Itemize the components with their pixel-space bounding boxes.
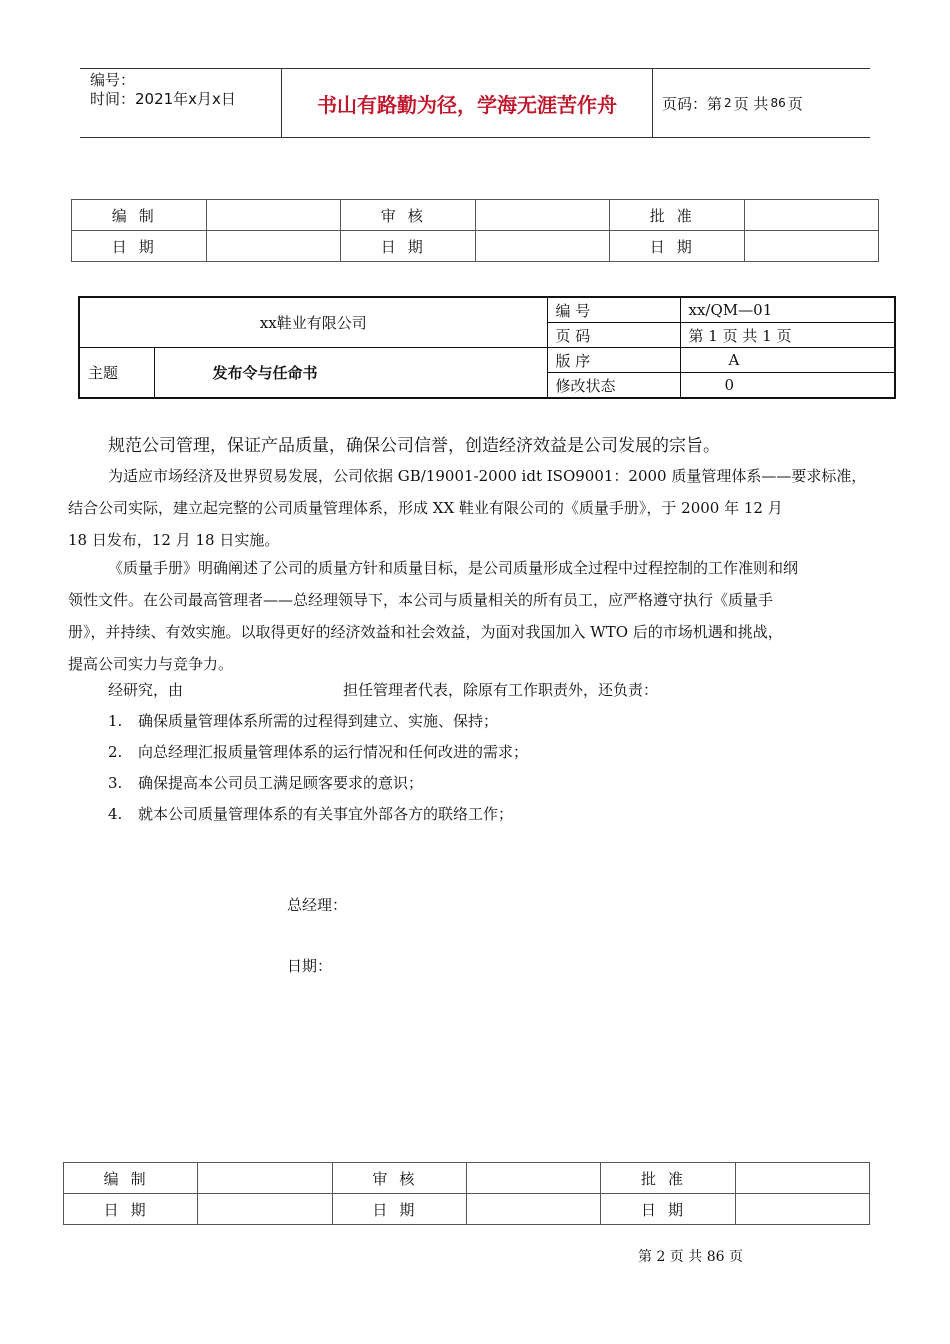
status-value: 0 [680, 373, 895, 399]
table-row [79, 297, 895, 323]
page-footer: 第 2 页 共 86 页 [638, 1249, 743, 1265]
table-cell: 日期 [610, 231, 745, 262]
table-cell: 日期 [601, 1194, 735, 1225]
paragraph-appointment [108, 674, 926, 706]
table-row [79, 348, 895, 373]
page-total: 86 [770, 96, 786, 110]
table-cell[interactable] [206, 231, 341, 262]
table-row [72, 231, 879, 262]
company-name: xx鞋业有限公司 [79, 297, 547, 348]
table-cell: 批准 [610, 200, 745, 231]
table-cell[interactable] [198, 1194, 332, 1225]
table-cell: 编制 [64, 1163, 198, 1194]
subject-value: 发布令与任命书 [154, 348, 547, 399]
text-line: 提高公司实力与竞争力。 [68, 655, 234, 673]
page-header [80, 68, 870, 138]
time-label: 时间：2021年x月x日 [90, 90, 236, 108]
table-cell: 日期 [72, 231, 207, 262]
table-cell: 审核 [332, 1163, 466, 1194]
status-label: 修改状态 [547, 373, 680, 399]
table-cell: 日期 [341, 231, 476, 262]
subject-label: 主题 [79, 348, 154, 399]
paragraph-manual [68, 552, 886, 680]
page-suffix: 页 [787, 94, 803, 113]
page-prefix: 页码：第 [662, 94, 723, 113]
page-mid: 页 共 [733, 94, 769, 113]
table-row [64, 1194, 870, 1225]
table-cell: 批准 [601, 1163, 735, 1194]
number-label: 编号： [90, 71, 136, 89]
table-cell[interactable] [744, 231, 879, 262]
table-row [72, 200, 879, 231]
text-line: 《质量手册》明确阐述了公司的质量方针和质量目标，是公司质量形成全过程中过程控制的工作准则和纲 [108, 559, 799, 577]
text-line: 册》，并持续、有效实施。以取得更好的经济效益和社会效益，为面对我国加入 WTO 后的市场机遇和挑战， [68, 623, 783, 641]
general-manager-signature: 总经理： [287, 896, 348, 914]
table-cell[interactable] [466, 1194, 600, 1225]
header-meta [80, 69, 280, 137]
code-label: 编 号 [547, 297, 680, 323]
table-cell[interactable] [475, 231, 610, 262]
page-value: 第 1 页 共 1 页 [680, 323, 895, 348]
version-value: A [680, 348, 895, 373]
appointment-suffix: 担任管理者代表，除原有工作职责外，还负责： [343, 681, 659, 699]
table-cell: 编制 [72, 200, 207, 231]
table-cell[interactable] [744, 200, 879, 231]
page-current: 2 [724, 96, 732, 110]
text-line: 18 日发布，12 月 18 日实施。 [68, 531, 280, 549]
list-item: 2. 向总经理汇报质量管理体系的运行情况和任何改进的需求； [108, 743, 529, 761]
list-item: 3. 确保提高本公司员工满足顾客要求的意识； [108, 774, 424, 792]
document-info-table [78, 296, 896, 399]
text-line: 结合公司实际，建立起完整的公司质量管理体系，形成 XX 鞋业有限公司的《质量手册》，于 2000 年 12 月 [68, 499, 783, 517]
table-cell[interactable] [735, 1194, 869, 1225]
table-cell: 日期 [64, 1194, 198, 1225]
table-cell[interactable] [206, 200, 341, 231]
paragraph-purpose: 规范公司管理，保证产品质量，确保公司信誉，创造经济效益是公司发展的宗旨。 [108, 436, 720, 456]
text-line: 为适应市场经济及世界贸易发展，公司依据 GB/19001-2000 idt ISO9001：2000 质量管理体系——要求标准， [108, 467, 867, 485]
code-value: xx/QM—01 [680, 297, 895, 323]
table-cell: 日期 [332, 1194, 466, 1225]
table-cell: 审核 [341, 200, 476, 231]
table-cell[interactable] [735, 1163, 869, 1194]
table-row [64, 1163, 870, 1194]
signature-date: 日期： [287, 957, 333, 975]
page-indicator [662, 69, 872, 137]
paragraph-basis [68, 460, 886, 556]
page-label: 页 码 [547, 323, 680, 348]
table-cell[interactable] [475, 200, 610, 231]
version-label: 版 序 [547, 348, 680, 373]
motto: 书山有路勤为径，学海无涯苦作舟 [281, 69, 653, 137]
table-cell[interactable] [198, 1163, 332, 1194]
sign-table-top [71, 199, 879, 262]
sign-table-bottom [63, 1162, 870, 1225]
list-item: 1. 确保质量管理体系所需的过程得到建立、实施、保持； [108, 712, 499, 730]
appointment-prefix: 经研究，由 [108, 681, 184, 699]
text-line: 领性文件。在公司最高管理者——总经理领导下，本公司与质量相关的所有员工，应严格遵守执行《质量手 [68, 591, 774, 609]
list-item: 4. 就本公司质量管理体系的有关事宜外部各方的联络工作； [108, 805, 514, 823]
table-cell[interactable] [466, 1163, 600, 1194]
